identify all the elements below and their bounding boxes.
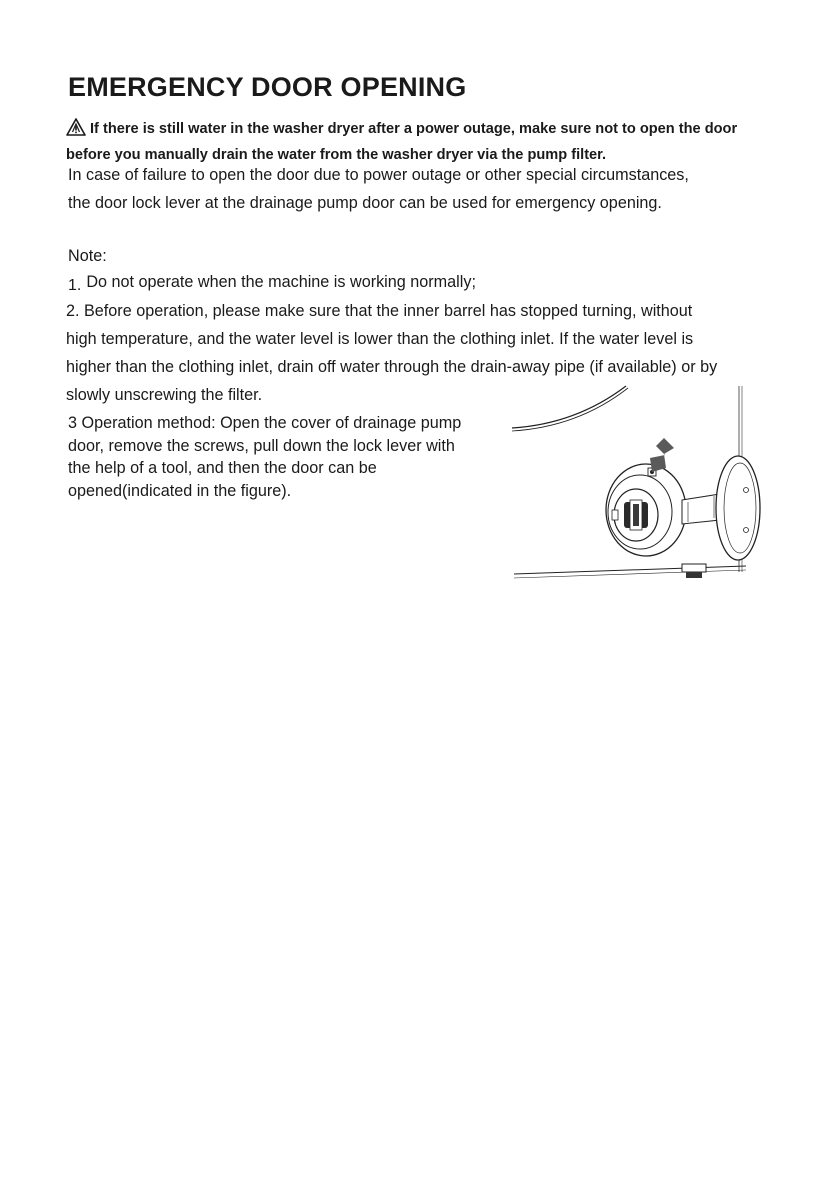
pump-door-figure <box>506 382 774 588</box>
warning-text: If there is still water in the washer dryer after a power outage, make sure not to open the door before you manually drain the water from the washer dryer via the pump filter. <box>66 121 738 163</box>
note-item-1-number: 1. <box>68 277 82 294</box>
warning-notice <box>66 118 766 167</box>
note-item-2: 2. Before operation, please make sure that the inner barrel has stopped turning, without high temperature, and the water level is lower than the clothing inlet. If the water level is higher than the clothing inlet, drain off water through the drain-away pipe (if available) or by slowly unscrewing the filter. <box>66 302 718 404</box>
intro-paragraph: In case of failure to open the door due to power outage or other special circumstances, the door lock lever at the drainage pump door can be used for emergency opening. <box>68 166 689 212</box>
page-title: EMERGENCY DOOR OPENING <box>68 72 467 102</box>
note-item-3: 3 Operation method: Open the cover of drainage pump door, remove the screws, pull down the lock lever with the help of a tool, and then the door can be opened(indicated in the figure). <box>68 414 462 500</box>
warning-triangle-icon <box>66 118 86 144</box>
note-label: Note: <box>68 247 107 265</box>
note-item-1 <box>68 269 476 297</box>
note-item-1-text: Do not operate when the machine is working normally; <box>86 273 476 291</box>
pump-door-illustration <box>506 382 774 588</box>
